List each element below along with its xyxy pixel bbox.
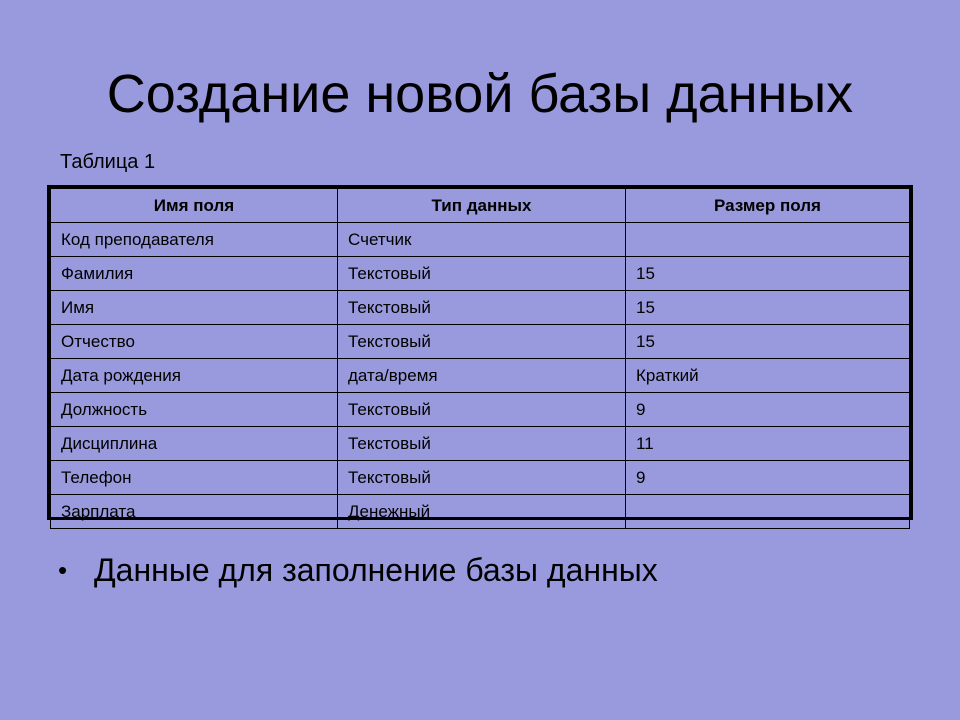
cell-field-size: 15 xyxy=(626,291,910,325)
cell-data-type: Денежный xyxy=(338,495,626,529)
cell-data-type: дата/время xyxy=(338,359,626,393)
cell-field-name: Зарплата xyxy=(51,495,338,529)
cell-field-size xyxy=(626,495,910,529)
cell-field-size: Краткий xyxy=(626,359,910,393)
column-header-data-type: Тип данных xyxy=(338,189,626,223)
cell-field-size: 15 xyxy=(626,257,910,291)
bullet-text: Данные для заполнение базы данных xyxy=(94,552,658,588)
fields-table-container xyxy=(47,185,913,520)
cell-data-type: Текстовый xyxy=(338,427,626,461)
table-row xyxy=(51,427,910,461)
cell-field-name: Должность xyxy=(51,393,338,427)
table-row xyxy=(51,359,910,393)
table-row xyxy=(51,325,910,359)
cell-field-name: Отчество xyxy=(51,325,338,359)
cell-field-name: Дисциплина xyxy=(51,427,338,461)
cell-field-size: 9 xyxy=(626,461,910,495)
cell-data-type: Текстовый xyxy=(338,291,626,325)
cell-field-size: 9 xyxy=(626,393,910,427)
table-row xyxy=(51,495,910,529)
table-row xyxy=(51,461,910,495)
table-caption: Таблица 1 xyxy=(60,151,156,173)
table-header-row xyxy=(51,189,910,223)
cell-field-name: Дата рождения xyxy=(51,359,338,393)
cell-field-name: Имя xyxy=(51,291,338,325)
cell-field-name: Телефон xyxy=(51,461,338,495)
slide-title: Создание новой базы данных xyxy=(106,64,854,124)
table-row xyxy=(51,257,910,291)
cell-data-type: Текстовый xyxy=(338,461,626,495)
column-header-field-size: Размер поля xyxy=(626,189,910,223)
fields-table xyxy=(50,188,910,529)
cell-field-size xyxy=(626,223,910,257)
cell-data-type: Текстовый xyxy=(338,257,626,291)
table-row xyxy=(51,223,910,257)
cell-data-type: Текстовый xyxy=(338,325,626,359)
table-row xyxy=(51,393,910,427)
cell-data-type: Счетчик xyxy=(338,223,626,257)
bullet-icon: • xyxy=(58,555,68,585)
column-header-field-name: Имя поля xyxy=(51,189,338,223)
cell-field-size: 15 xyxy=(626,325,910,359)
bullet-item xyxy=(58,548,658,592)
cell-field-size: 11 xyxy=(626,427,910,461)
cell-field-name: Фамилия xyxy=(51,257,338,291)
cell-field-name: Код преподавателя xyxy=(51,223,338,257)
table-row xyxy=(51,291,910,325)
cell-data-type: Текстовый xyxy=(338,393,626,427)
